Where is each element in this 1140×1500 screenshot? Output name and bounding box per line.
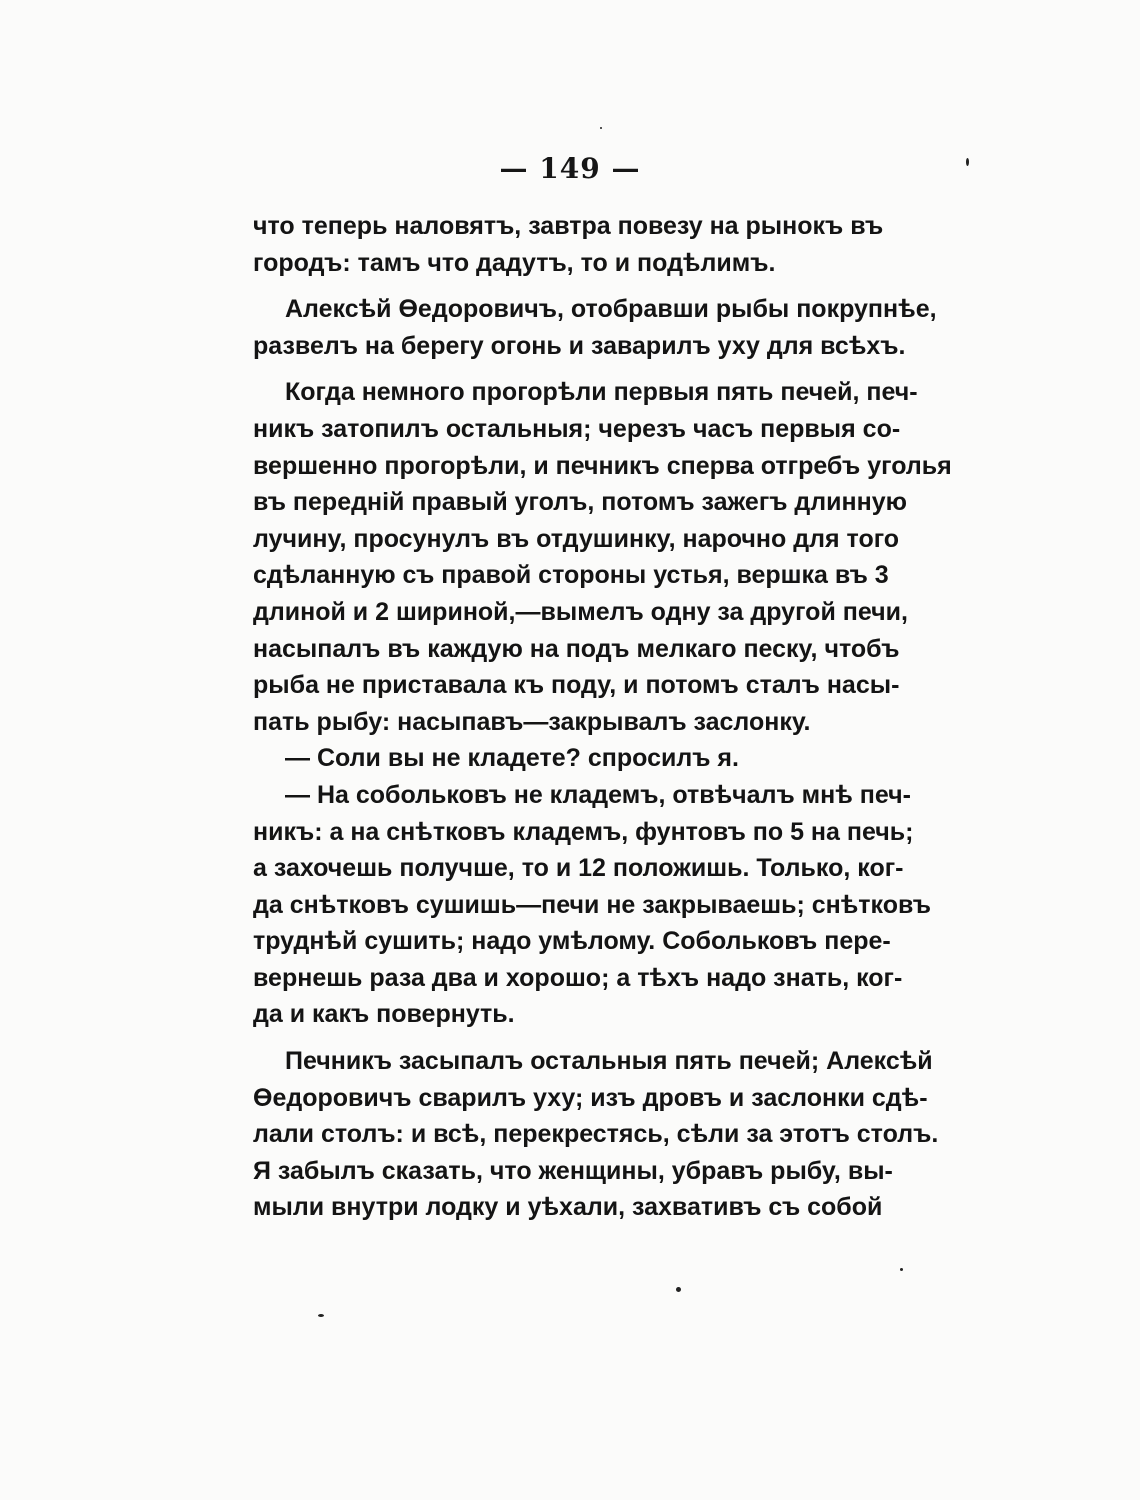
text-line: Когда немного прогорѣли первыя пять печей, печ-	[285, 378, 918, 407]
text-line: — На собольковъ не кладемъ, отвѣчалъ мнѣ печ-	[285, 780, 911, 809]
text-line: что теперь наловятъ, завтра повезу на рынокъ въ	[253, 212, 884, 240]
text-line: Өедоровичъ сварилъ уху; изъ дровъ и заслонки сдѣ-	[253, 1083, 928, 1112]
text-line: пать рыбу: насыпавъ—закрывалъ заслонку.	[253, 707, 811, 736]
text-line: городъ: тамъ что дадутъ, то и подѣлимъ.	[253, 248, 776, 277]
text-line: — Соли вы не кладете? спросилъ я.	[285, 744, 739, 773]
paragraph	[253, 740, 870, 777]
text-line: рыба не приставала къ поду, и потомъ сталъ насы-	[253, 671, 900, 700]
text-line: а захочешь получше, то и 12 положишь. Только, ког-	[253, 854, 904, 883]
scan-speck	[676, 1287, 681, 1292]
text-line: сдѣланную съ правой стороны устья, вершка въ 3	[253, 561, 889, 590]
text-line: Печникъ засыпалъ остальныя пять печей; Алексѣй	[285, 1047, 933, 1076]
paragraph	[253, 208, 884, 281]
text-line: Я забылъ сказать, что женщины, убравъ рыбу, вы-	[253, 1156, 893, 1185]
text-line: да снѣтковъ сушишь—печи не закрываешь; снѣтковъ	[253, 890, 931, 919]
scan-speck	[966, 158, 969, 166]
text-line: вершенно прогорѣли, и печникъ сперва отгребъ уголья	[253, 451, 952, 480]
scan-speck	[600, 127, 602, 129]
body-text	[253, 208, 952, 1226]
scan-speck	[900, 1268, 903, 1271]
paragraph	[253, 1043, 939, 1226]
text-line: длиной и 2 шириной,—вымелъ одну за другой печи,	[253, 597, 908, 626]
text-line: мыли внутри лодку и уѣхали, захвативъ съ собой	[253, 1193, 883, 1222]
paragraph	[253, 777, 931, 1033]
text-line: въ передній правый уголъ, потомъ зажегъ длинную	[253, 488, 907, 517]
text-line: никъ затопилъ остальныя; черезъ часъ первыя со-	[253, 414, 901, 443]
page-number: — 149 —	[499, 152, 641, 185]
text-line: развелъ на берегу огонь и заварилъ уху для всѣхъ.	[253, 331, 906, 360]
text-line: труднѣй сушить; надо умѣлому. Собольковъ пере-	[253, 927, 891, 956]
paragraph	[253, 291, 937, 364]
text-line: никъ: а на снѣтковъ кладемъ, фунтовъ по 5 на печь;	[253, 817, 914, 846]
paragraph	[253, 374, 952, 740]
text-line: лучину, просунулъ въ отдушинку, нарочно для того	[253, 524, 900, 553]
text-line: Алексѣй Өедоровичъ, отобравши рыбы покрупнѣе,	[285, 295, 937, 324]
text-line: насыпалъ въ каждую на подъ мелкаго песку, чтобъ	[253, 634, 900, 663]
scan-speck	[318, 1314, 324, 1317]
text-line: лали столъ: и всѣ, перекрестясь, сѣли за этотъ столъ.	[253, 1120, 939, 1149]
text-line: да и какъ повернуть.	[253, 1000, 515, 1029]
text-line: вернешь раза два и хорошо; а тѣхъ надо знать, ког-	[253, 963, 903, 992]
